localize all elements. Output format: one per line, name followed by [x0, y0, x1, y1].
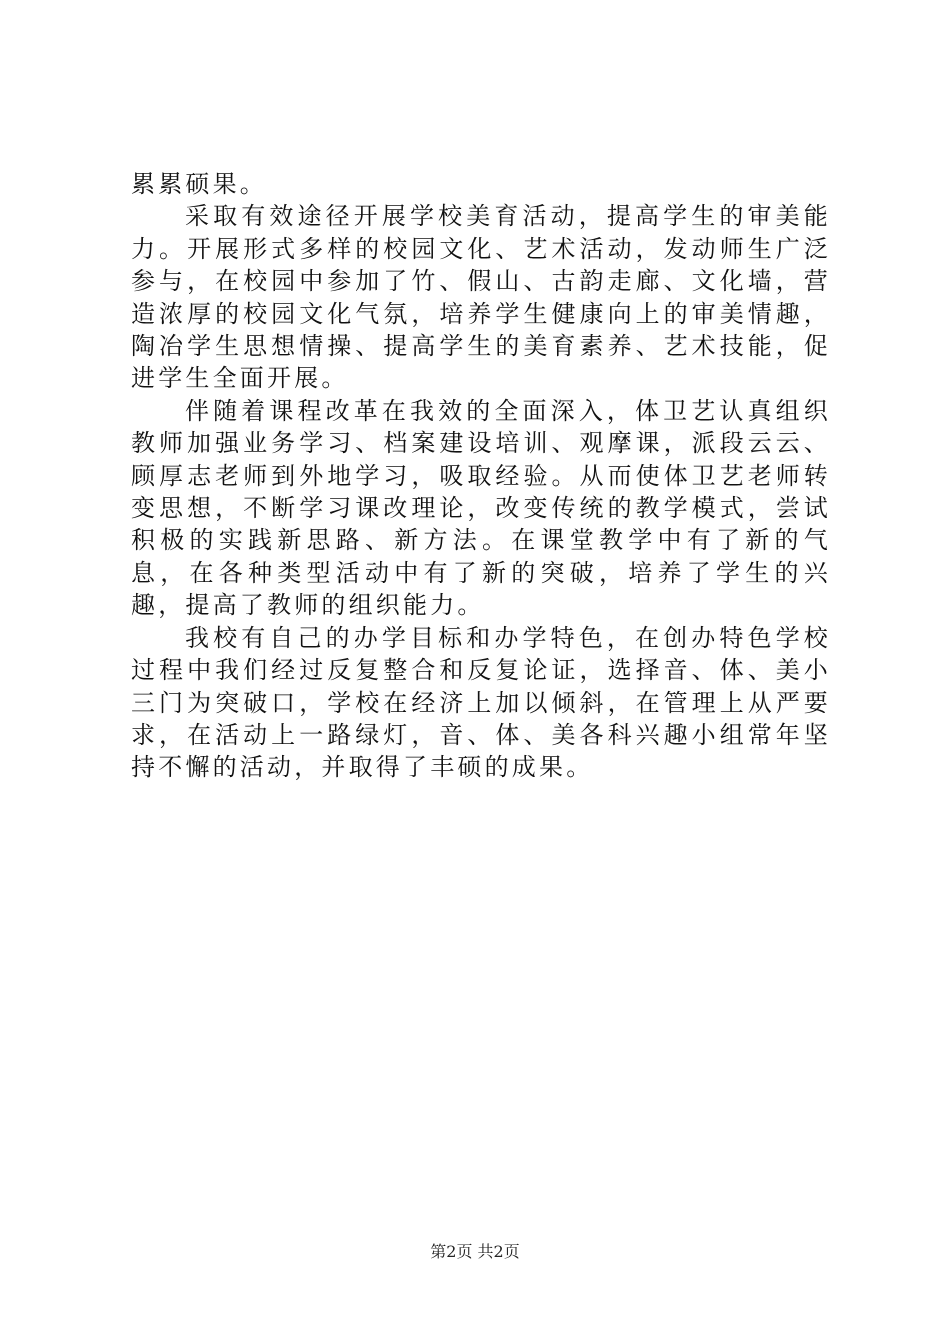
paragraph-aesthetic-education: 采取有效途径开展学校美育活动，提高学生的审美能力。开展形式多样的校园文化、艺术活动，发动师生广泛参与，在校园中参加了竹、假山、古韵走廊、文化墙，营造浓厚的校园文化气氛，培养学生健康向上的审美情趣，陶冶学生思想情操、提高学生的美育素养、艺术技能，促进学生全面开展。: [131, 202, 831, 393]
paragraph-continuation: 累累硕果。: [131, 170, 267, 198]
page-number-footer: 第2页 共2页: [430, 1242, 520, 1261]
paragraph-curriculum-reform: 伴随着课程改革在我效的全面深入，体卫艺认真组织教师加强业务学习、档案建设培训、观摩课，派段云云、顾厚志老师到外地学习，吸取经验。从而使体卫艺老师转变思想，不断学习课改理论，改变传统的教学模式，尝试积极的实践新思路、新方法。在课堂教学中有了新的气息，在各种类型活动中有了新的突破，培养了学生的兴趣，提高了教师的组织能力。: [131, 396, 831, 620]
paragraph-school-characteristics: 我校有自己的办学目标和办学特色，在创办特色学校过程中我们经过反复整合和反复论证，选择音、体、美小三门为突破口，学校在经济上加以倾斜，在管理上从严要求，在活动上一路绿灯，音、体、美各科兴趣小组常年坚持不懈的活动，并取得了丰硕的成果。: [131, 623, 831, 782]
document-body: [131, 168, 831, 784]
